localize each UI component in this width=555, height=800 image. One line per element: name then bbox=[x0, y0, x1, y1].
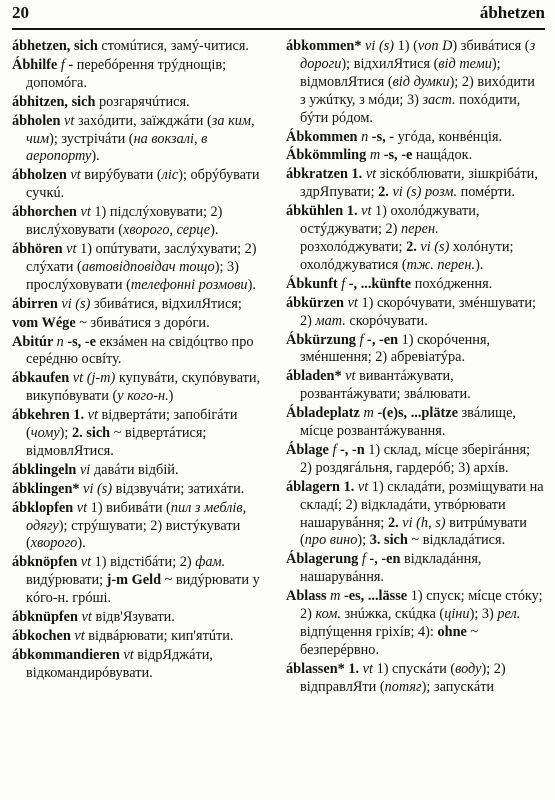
headword: áblassen* 1. bbox=[286, 660, 363, 677]
usage-note: розм. bbox=[421, 184, 458, 201]
usage-note: ліс bbox=[161, 167, 179, 184]
translation-text: 1) опúтувати, заслýхувати; 2) слýхати ( bbox=[26, 240, 257, 275]
translation-text: ); 3) bbox=[469, 606, 498, 623]
headword: ábklingen* bbox=[12, 480, 84, 497]
translation-text: 1) вибивáти ( bbox=[87, 499, 171, 516]
translation-text: ) збивáтися ( bbox=[452, 38, 530, 54]
translation-text: давáти відбій. bbox=[90, 461, 179, 478]
translation-text: збивáтися, відхилЯтися; bbox=[90, 295, 242, 312]
translation-text: розгарячúтися. bbox=[95, 93, 190, 110]
columns bbox=[12, 30, 545, 698]
headword: ábknöpfen bbox=[12, 554, 81, 571]
page-number: 20 bbox=[12, 3, 29, 22]
translation-text: видýрювати; bbox=[26, 572, 107, 589]
translation-text: ) bbox=[168, 388, 174, 405]
subentry-marker: ohne bbox=[437, 624, 467, 640]
headword: ábholzen bbox=[12, 167, 71, 184]
translation-text: 1) скорóчувати, змéншувати; 2) bbox=[300, 294, 536, 329]
grammar-label: vt bbox=[362, 660, 373, 677]
grammar-label: vi (h, s) bbox=[402, 514, 446, 531]
translation-text: похóдити, бýти рóдом. bbox=[300, 91, 521, 126]
translation-text: ~ безперéрвно. bbox=[300, 624, 479, 658]
usage-note: за ким, чим bbox=[26, 112, 255, 147]
dictionary-entry bbox=[286, 661, 544, 697]
grammar-label: f bbox=[361, 551, 366, 568]
subentry-marker: 2. bbox=[406, 238, 421, 255]
translation-text: ); зустрічáти ( bbox=[49, 130, 134, 147]
usage-note: від думки bbox=[392, 73, 450, 90]
headword: ábkommandieren bbox=[12, 646, 124, 663]
usage-note: хворого bbox=[30, 535, 78, 552]
translation-text: відрЯджáти, відкомандирóвувати. bbox=[26, 646, 213, 681]
grammar-label: m bbox=[363, 405, 374, 422]
dictionary-entry bbox=[286, 405, 544, 441]
translation-text: ); 2) відправлЯти ( bbox=[300, 660, 506, 695]
grammar-label: vt bbox=[70, 167, 81, 184]
usage-note: про вино bbox=[304, 532, 358, 549]
headword: Áblage bbox=[286, 441, 333, 458]
dictionary-entry bbox=[12, 204, 270, 240]
headword: ábkehren 1. bbox=[12, 407, 88, 424]
grammar-label: vt bbox=[347, 294, 358, 311]
grammar-label: vi (s) bbox=[365, 38, 395, 54]
dictionary-entry bbox=[12, 57, 270, 93]
headword: Ábkunft bbox=[286, 275, 342, 292]
usage-note: заст. bbox=[422, 91, 456, 108]
translation-text: ); bbox=[357, 532, 370, 549]
grammar-label: vt bbox=[357, 478, 369, 495]
dictionary-entry bbox=[12, 407, 270, 461]
usage-note: пил з меблів, одягу bbox=[26, 499, 247, 534]
subentry-marker: 3. sich bbox=[369, 532, 408, 549]
usage-note: хворого, серце bbox=[122, 222, 211, 239]
grammar-label: vt bbox=[74, 628, 85, 644]
usage-note: von D bbox=[417, 38, 453, 54]
usage-note: перен. bbox=[401, 221, 439, 238]
headword: ábhorchen bbox=[12, 204, 81, 221]
grammar-label: f bbox=[341, 275, 346, 292]
headword: -s, -e bbox=[63, 333, 96, 350]
translation-text: 1) відстібáти; 2) bbox=[91, 554, 196, 571]
dictionary-entry bbox=[12, 334, 270, 370]
grammar-label: vt bbox=[80, 204, 91, 221]
translation-text: відв'Язувати. bbox=[91, 609, 175, 626]
translation-text: 1) охолóджувати, остýджувати; 2) bbox=[300, 203, 480, 238]
grammar-label: vt bbox=[76, 499, 88, 516]
right-column bbox=[286, 38, 544, 698]
headword: Ábhilfe bbox=[12, 56, 61, 73]
headword: ábladen* bbox=[286, 368, 346, 385]
translation-text: витрúмувати ( bbox=[300, 514, 527, 549]
subentry-marker: 2. bbox=[378, 184, 393, 201]
translation-text: ). bbox=[77, 535, 86, 552]
translation-text: 1) складáти, розміщувати на складí; 2) відкладáти, утвóрювати нашарувáння; bbox=[300, 478, 544, 531]
grammar-label: vt bbox=[66, 240, 77, 257]
headword: ábirren bbox=[12, 295, 62, 312]
grammar-label: vt bbox=[365, 166, 377, 183]
grammar-label: f bbox=[60, 56, 65, 73]
translation-text: ); обрýбувати сучкú. bbox=[26, 167, 260, 202]
headword: ábhitzen, sich bbox=[12, 93, 96, 110]
headword: ábkaufen bbox=[12, 370, 73, 387]
translation-text: ~ відкладáтися. bbox=[407, 532, 506, 549]
usage-note: з дороги bbox=[300, 38, 536, 72]
translation-text: помéрти. bbox=[457, 184, 515, 201]
usage-note: у кого-н. bbox=[117, 388, 169, 405]
translation-text: зіскóблювати, зішкрібáти, здрЯпувати; bbox=[300, 166, 538, 201]
dictionary-entry bbox=[12, 609, 270, 627]
translation-text: ~ видýрювати у кóго-н. грóші. bbox=[26, 572, 260, 607]
translation-text: ~ відвертáтися; відмовлЯтися. bbox=[26, 425, 207, 459]
translation-text: розхолóджувати; bbox=[300, 238, 407, 255]
translation-text: 1) спускáти ( bbox=[373, 660, 456, 677]
translation-text: скорóчувати. bbox=[345, 312, 428, 329]
translation-text: 1) підслýховувати; 2) вислýховувати ( bbox=[26, 204, 223, 239]
headword: ábklopfen bbox=[12, 499, 77, 516]
dictionary-entry bbox=[12, 481, 270, 499]
translation-text: угóда, конвéнція. bbox=[394, 128, 503, 145]
guide-word: ábhetzen bbox=[479, 3, 545, 22]
grammar-label: vt bbox=[81, 609, 92, 626]
translation-text: ); стрýшувати; 2) вистýкувати ( bbox=[26, 517, 241, 552]
translation-text: знúжка, скúдка ( bbox=[340, 606, 445, 623]
dictionary-entry bbox=[12, 554, 270, 608]
dictionary-entry bbox=[286, 551, 544, 587]
headword: Abitúr bbox=[12, 333, 57, 350]
headword: -s, - bbox=[368, 128, 395, 145]
translation-text: захóдити, заїжджáти ( bbox=[74, 112, 212, 129]
grammar-label: vt bbox=[345, 368, 356, 385]
headword: Ábkömmling bbox=[286, 147, 370, 164]
dictionary-entry bbox=[286, 203, 544, 275]
grammar-label: vi (s) bbox=[420, 238, 450, 255]
dictionary-entry bbox=[286, 332, 544, 368]
headword: ábkürzen bbox=[286, 294, 348, 311]
usage-note: мат. bbox=[315, 312, 346, 329]
dictionary-entry bbox=[286, 479, 544, 551]
headword: ábkochen bbox=[12, 628, 75, 644]
translation-text: нащáдок. bbox=[412, 147, 473, 164]
headword: vom Wége bbox=[12, 314, 76, 331]
grammar-label: vi bbox=[79, 461, 91, 478]
headword: áblagern 1. bbox=[286, 478, 358, 495]
headword: ábkratzen 1. bbox=[286, 166, 366, 183]
grammar-label: f bbox=[359, 331, 364, 348]
grammar-label: m bbox=[330, 588, 341, 605]
translation-text: ); відмовлЯтися ( bbox=[300, 55, 501, 90]
dictionary-entry bbox=[12, 94, 270, 112]
usage-note: воду bbox=[455, 660, 482, 677]
headword: -, ...künfte bbox=[345, 275, 412, 292]
translation-text: холóнути; охолóджуватися ( bbox=[300, 238, 514, 273]
grammar-label: f bbox=[332, 441, 337, 458]
headword: ábhören bbox=[12, 240, 67, 257]
dictionary-entry bbox=[286, 166, 544, 202]
dictionary-entry bbox=[12, 462, 270, 480]
usage-note: автовідповідач тощо bbox=[81, 258, 215, 275]
translation-text: стомúтися, замý-читися. bbox=[97, 38, 250, 54]
dictionary-entry bbox=[12, 38, 270, 56]
headword: -, -en bbox=[365, 551, 401, 568]
headword: -(e)s, ...plätze bbox=[373, 405, 458, 422]
usage-note: телефонні розмови bbox=[130, 276, 248, 293]
grammar-label: vt bbox=[123, 646, 134, 663]
dictionary-entry bbox=[286, 295, 544, 331]
translation-text: відзвучáти; затихáти. bbox=[112, 480, 245, 497]
usage-note: тж. перен. bbox=[406, 256, 476, 273]
dictionary-entry bbox=[286, 38, 544, 128]
grammar-label: m bbox=[369, 147, 381, 164]
headword: Ablass bbox=[286, 588, 331, 605]
dictionary-entry bbox=[12, 370, 270, 406]
translation-text: ). bbox=[247, 276, 256, 293]
page-header bbox=[12, 0, 545, 30]
translation-text: похóдження. bbox=[411, 275, 493, 292]
translation-text: ); 3) прослýховувати ( bbox=[26, 258, 239, 293]
headword: ábholen bbox=[12, 112, 65, 129]
dictionary-entry bbox=[12, 241, 270, 295]
translation-text: 1) скорóчення, змéншення; 2) абревіатýра. bbox=[300, 331, 491, 366]
grammar-label: vt bbox=[80, 554, 92, 571]
headword: Ábkommen bbox=[286, 128, 362, 145]
dictionary-entry bbox=[12, 647, 270, 683]
grammar-label: vi (s) bbox=[392, 184, 422, 201]
grammar-label: vi (s) bbox=[61, 295, 91, 312]
usage-note: на вокзалі, в аеропорту bbox=[26, 130, 208, 165]
translation-text: 1) спуск; мíсце стóку; 2) bbox=[300, 588, 543, 623]
headword: ábhetzen, sich bbox=[12, 38, 98, 54]
grammar-label: n bbox=[361, 128, 369, 145]
dictionary-entry bbox=[286, 276, 544, 294]
headword: -s, -e bbox=[380, 147, 413, 164]
translation-text: ~ збивáтися з дорóги. bbox=[75, 314, 210, 331]
usage-note: потяг bbox=[384, 678, 422, 695]
headword: ábkommen* bbox=[286, 38, 366, 54]
dictionary-entry bbox=[12, 628, 270, 646]
translation-text: відпýщення гріхíв; 4): bbox=[300, 624, 438, 640]
usage-note: чому bbox=[30, 425, 60, 442]
headword: Áblagerung bbox=[286, 551, 362, 568]
translation-text: ); 2) вихóдити з ужúтку, з мóди; 3) bbox=[300, 73, 535, 108]
grammar-label: vt bbox=[64, 112, 75, 129]
headword: -, -en bbox=[363, 331, 399, 348]
dictionary-entry bbox=[286, 442, 544, 478]
translation-text: ); запускáти bbox=[421, 678, 495, 695]
headword: -es, ...lässe bbox=[340, 588, 408, 605]
translation-text: відвертáти; запобігáти ( bbox=[26, 407, 238, 442]
dictionary-entry bbox=[286, 368, 544, 404]
dictionary-entry bbox=[12, 500, 270, 554]
headword: ábknüpfen bbox=[12, 609, 82, 626]
grammar-label: vt (j-m) bbox=[72, 370, 116, 387]
dictionary-entry bbox=[12, 167, 270, 203]
translation-text: вивантáжувати, розвантáжувати; звáлювати. bbox=[300, 368, 471, 403]
translation-text: вирýбувати ( bbox=[80, 167, 162, 184]
translation-text: 1) склад, мíсце зберігáння; 2) роздягáльня, гардерóб; 3) архíв. bbox=[300, 441, 531, 476]
subentry-marker: 2. sich bbox=[71, 425, 111, 442]
usage-note: рел. bbox=[497, 606, 521, 623]
grammar-label: n bbox=[56, 333, 64, 350]
dictionary-entry bbox=[12, 296, 270, 314]
dictionary-entry bbox=[286, 588, 544, 660]
usage-note: від теми bbox=[438, 55, 492, 72]
usage-note: ком. bbox=[315, 606, 341, 623]
headword: ábkühlen 1. bbox=[286, 203, 362, 220]
left-column bbox=[12, 38, 270, 698]
translation-text: ). bbox=[91, 148, 100, 165]
subentry-marker: j-m Geld bbox=[106, 572, 162, 589]
translation-text: 1) ( bbox=[394, 38, 418, 54]
headword: Ábkürzung bbox=[286, 331, 360, 348]
dictionary-entry bbox=[286, 147, 544, 165]
usage-note: ціни bbox=[444, 606, 470, 623]
usage-note: фам. bbox=[195, 554, 226, 571]
grammar-label: vi (s) bbox=[83, 480, 113, 497]
translation-text: ). bbox=[475, 256, 484, 273]
dictionary-entry bbox=[12, 315, 270, 333]
translation-text: перебóрення трýднощів; допомóга. bbox=[26, 56, 227, 91]
headword: ábklingeln bbox=[12, 461, 80, 478]
translation-text: ); bbox=[59, 425, 72, 442]
translation-text: відкладáння, нашарувáння. bbox=[300, 551, 482, 586]
translation-text: купувáти, скупóвувати, викупóвувати ( bbox=[26, 370, 261, 405]
dictionary-entry bbox=[12, 113, 270, 167]
translation-text: екзáмен на свідóцтво про серéдню освíту. bbox=[26, 333, 254, 368]
dictionary-entry bbox=[286, 129, 544, 147]
translation-text: звáлище, мíсце розвантáжування. bbox=[300, 405, 516, 440]
translation-text: відвáрювати; кип'ятúти. bbox=[84, 628, 234, 644]
translation-text: ). bbox=[210, 222, 219, 239]
headword: - bbox=[64, 56, 74, 73]
grammar-label: vt bbox=[361, 203, 372, 220]
subentry-marker: 2. bbox=[387, 514, 403, 531]
grammar-label: vt bbox=[87, 407, 98, 424]
headword: -, -n bbox=[336, 441, 365, 458]
translation-text: ); відхилЯтися ( bbox=[341, 55, 439, 72]
headword: Ábladeplatz bbox=[286, 405, 364, 422]
